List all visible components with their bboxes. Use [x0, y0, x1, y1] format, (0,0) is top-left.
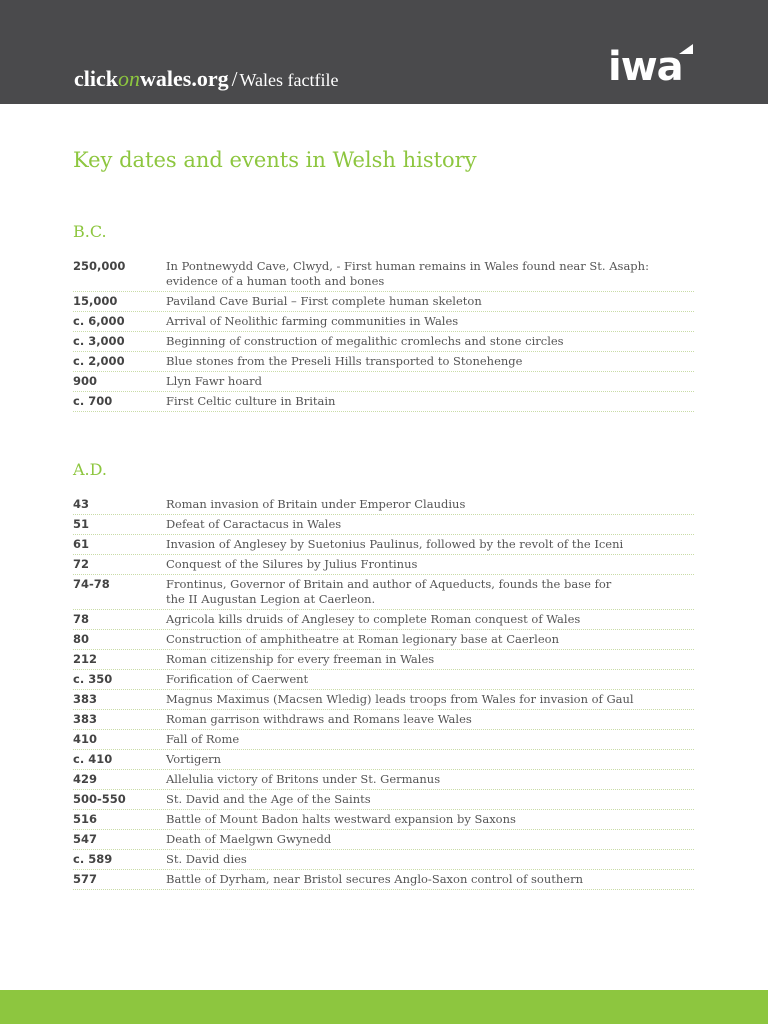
timeline-row [73, 535, 694, 555]
timeline-event: Paviland Cave Burial – First complete human skeleton [166, 294, 482, 308]
timeline-date: 78 [73, 612, 90, 626]
timeline-event: Death of Maelgwn Gwynedd [166, 832, 332, 846]
timeline-event: Beginning of construction of megalithic cromlechs and stone circles [166, 334, 564, 348]
timeline-date: 383 [73, 692, 98, 706]
timeline-row [73, 670, 694, 690]
logo-text: iwa [608, 44, 683, 90]
timeline-date: c. 700 [73, 394, 113, 408]
timeline-date: 72 [73, 557, 90, 571]
ad-heading: A.D. [73, 460, 107, 479]
timeline-row [73, 292, 694, 312]
timeline-row [73, 392, 694, 412]
timeline-date: 547 [73, 832, 98, 846]
site-on: on [118, 66, 140, 91]
timeline-row [73, 790, 694, 810]
timeline-event: Battle of Dyrham, near Bristol secures Anglo-Saxon control of southern [166, 872, 583, 886]
timeline-row [73, 257, 694, 292]
ad-timeline-table [73, 495, 694, 890]
timeline-row [73, 730, 694, 750]
timeline-row [73, 312, 694, 332]
timeline-date: 212 [73, 652, 98, 666]
timeline-event: Battle of Mount Badon halts westward expansion by Saxons [166, 812, 516, 826]
timeline-event: Allelulia victory of Britons under St. Germanus [166, 772, 441, 786]
timeline-row [73, 830, 694, 850]
timeline-row [73, 750, 694, 770]
timeline-event: Frontinus, Governor of Britain and author of Aqueducts, founds the base for the II Augustan Legion at Caerleon. [166, 577, 612, 606]
page-footer [0, 990, 768, 1024]
timeline-event: Forification of Caerwent [166, 672, 309, 686]
timeline-event: Agricola kills druids of Anglesey to complete Roman conquest of Wales [166, 612, 581, 626]
timeline-event: Magnus Maximus (Macsen Wledig) leads troops from Wales for invasion of Gaul [166, 692, 634, 706]
timeline-event: Roman garrison withdraws and Romans leave Wales [166, 712, 472, 726]
iwa-logo[interactable] [608, 44, 693, 90]
logo-tail-icon [679, 44, 693, 54]
timeline-event: Conquest of the Silures by Julius Frontinus [166, 557, 418, 571]
timeline-date: c. 6,000 [73, 314, 125, 328]
site-slash: / [231, 67, 238, 91]
timeline-date: 516 [73, 812, 98, 826]
timeline-event: St. David and the Age of the Saints [166, 792, 371, 806]
timeline-row [73, 610, 694, 630]
timeline-event: Roman citizenship for every freeman in Wales [166, 652, 435, 666]
timeline-row [73, 630, 694, 650]
timeline-row [73, 850, 694, 870]
site-suffix: wales.org [140, 66, 229, 91]
timeline-date: 61 [73, 537, 90, 551]
timeline-row [73, 495, 694, 515]
timeline-event: St. David dies [166, 852, 247, 866]
page-header [0, 0, 768, 104]
timeline-row [73, 332, 694, 352]
timeline-date: 250,000 [73, 259, 126, 273]
bc-heading: B.C. [73, 222, 107, 241]
timeline-row [73, 870, 694, 890]
timeline-event: Construction of amphitheatre at Roman legionary base at Caerleon [166, 632, 559, 646]
page-title: Key dates and events in Welsh history [73, 148, 477, 172]
timeline-date: c. 589 [73, 852, 113, 866]
timeline-date: c. 3,000 [73, 334, 125, 348]
timeline-event: Invasion of Anglesey by Suetonius Paulinus, followed by the revolt of the Iceni [166, 537, 624, 551]
timeline-event: In Pontnewydd Cave, Clwyd, - First human remains in Wales found near St. Asaph: evidence of a human tooth and bones [166, 259, 649, 288]
timeline-event: Blue stones from the Preseli Hills transported to Stonehenge [166, 354, 523, 368]
timeline-row [73, 710, 694, 730]
timeline-date: 74-78 [73, 577, 110, 591]
timeline-row [73, 372, 694, 392]
section-name: Wales factfile [239, 70, 339, 90]
timeline-row [73, 515, 694, 535]
timeline-date: c. 2,000 [73, 354, 125, 368]
timeline-event: Defeat of Caractacus in Wales [166, 517, 342, 531]
timeline-row [73, 650, 694, 670]
timeline-date: 429 [73, 772, 98, 786]
timeline-row [73, 575, 694, 610]
timeline-event: Llyn Fawr hoard [166, 374, 262, 388]
timeline-row [73, 770, 694, 790]
timeline-event: Fall of Rome [166, 732, 240, 746]
bc-timeline-table [73, 257, 694, 412]
timeline-event: Vortigern [166, 752, 222, 766]
timeline-date: 500-550 [73, 792, 126, 806]
timeline-date: 15,000 [73, 294, 118, 308]
site-prefix: click [74, 66, 118, 91]
timeline-date: 900 [73, 374, 98, 388]
timeline-date: 43 [73, 497, 90, 511]
timeline-date: c. 410 [73, 752, 113, 766]
site-domain[interactable] [74, 66, 229, 91]
timeline-event: Arrival of Neolithic farming communities in Wales [166, 314, 459, 328]
site-branding[interactable] [74, 66, 338, 92]
timeline-date: c. 350 [73, 672, 113, 686]
timeline-date: 577 [73, 872, 98, 886]
timeline-date: 383 [73, 712, 98, 726]
timeline-row [73, 555, 694, 575]
timeline-date: 80 [73, 632, 90, 646]
timeline-event: Roman invasion of Britain under Emperor Claudius [166, 497, 466, 511]
timeline-event: First Celtic culture in Britain [166, 394, 336, 408]
timeline-date: 51 [73, 517, 90, 531]
timeline-row [73, 690, 694, 710]
timeline-row [73, 810, 694, 830]
timeline-row [73, 352, 694, 372]
timeline-date: 410 [73, 732, 98, 746]
